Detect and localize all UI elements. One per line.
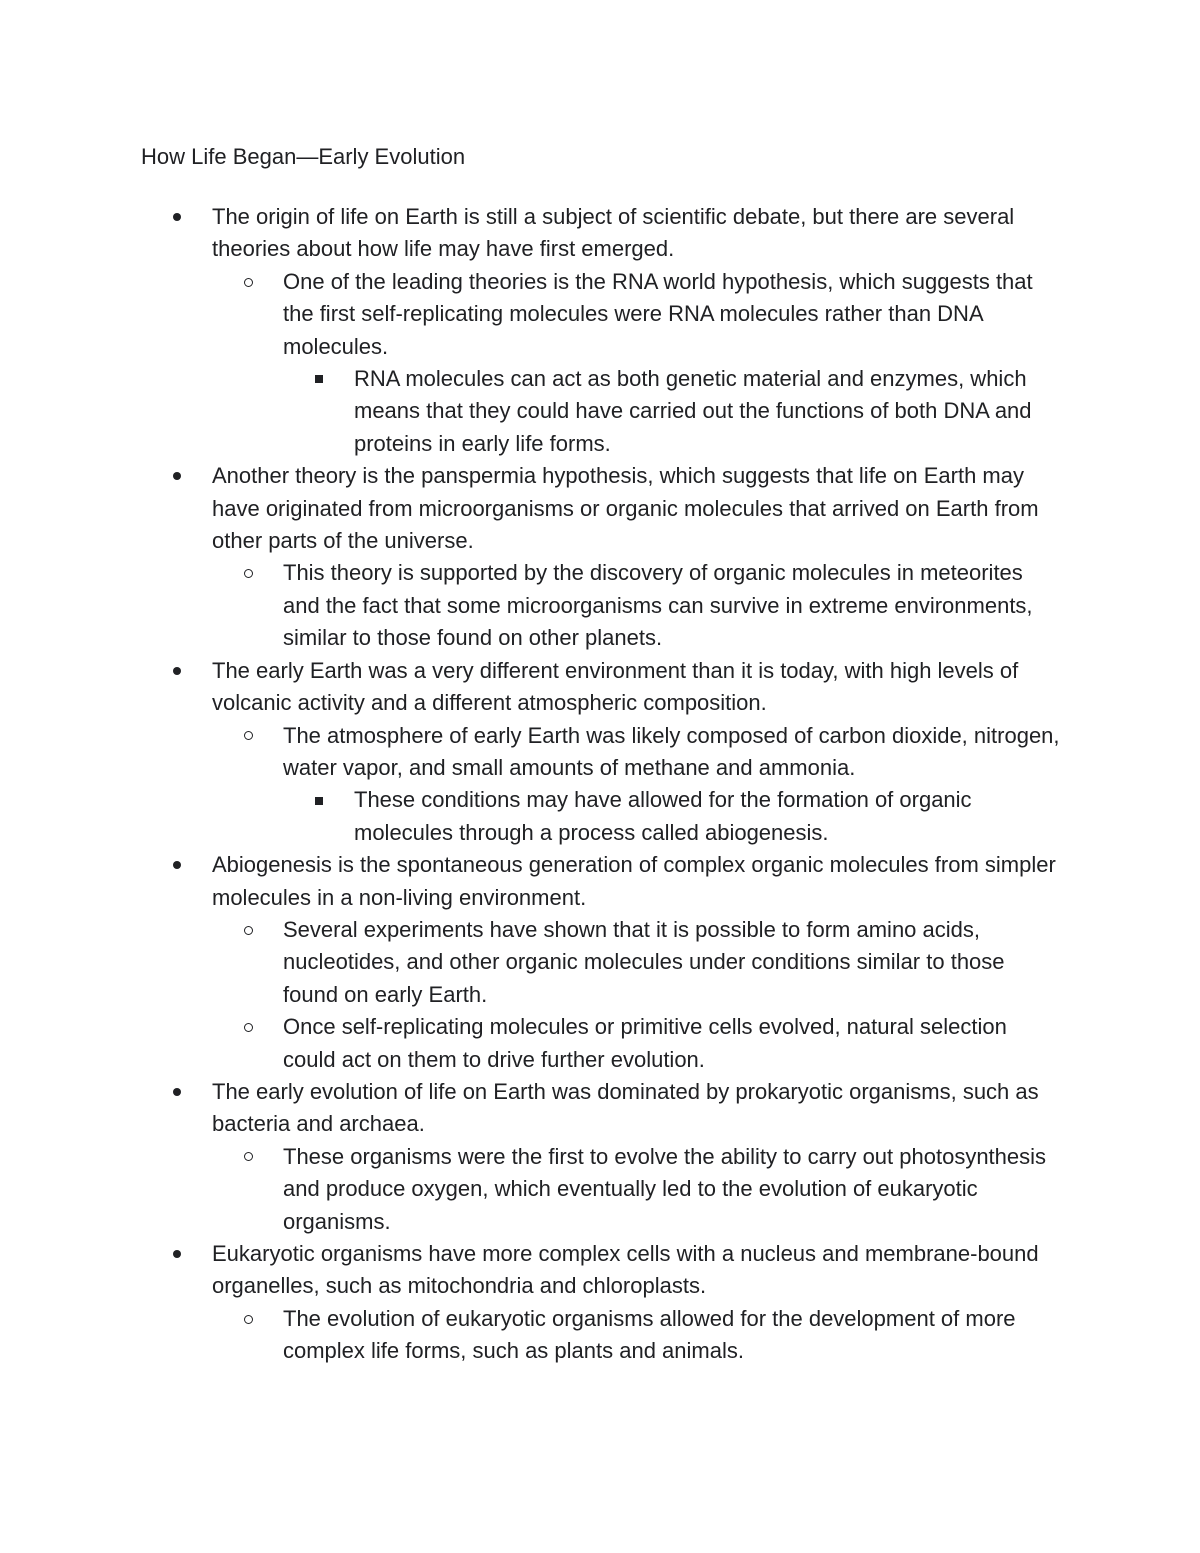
outline-item-level-1 bbox=[212, 460, 1062, 557]
outline-item-level-2 bbox=[283, 1303, 1063, 1368]
outline-item-level-2 bbox=[283, 720, 1063, 785]
outline-item-text: These conditions may have allowed for the formation of organic molecules through a process called abiogenesis. bbox=[354, 787, 972, 845]
outline-item-text: The early Earth was a very different environment than it is today, with high levels of volcanic activity and a different atmospheric composition. bbox=[212, 657, 1019, 716]
outline-item-level-2 bbox=[283, 914, 1063, 1011]
hollow-bullet-icon bbox=[238, 1303, 258, 1335]
outline-item-level-1 bbox=[212, 1076, 1062, 1141]
hollow-bullet-icon bbox=[238, 720, 258, 752]
filled-bullet-icon bbox=[167, 201, 187, 233]
outline-item-level-2 bbox=[283, 1141, 1063, 1238]
outline-item-text: These organisms were the first to evolve the ability to carry out photosynthesis and produce oxygen, which eventually led to the evolution of eukaryotic organisms. bbox=[283, 1143, 1047, 1234]
outline-item-text: The early evolution of life on Earth was dominated by prokaryotic organisms, such as bacteria and archaea. bbox=[212, 1078, 1039, 1137]
square-bullet-icon bbox=[309, 784, 329, 816]
outline-item-text: Another theory is the panspermia hypothesis, which suggests that life on Earth may have originated from microorganisms or organic molecules that arrived on Earth from other parts of the universe. bbox=[212, 463, 1039, 554]
filled-bullet-icon bbox=[167, 655, 187, 687]
outline-item-level-2 bbox=[283, 557, 1063, 654]
outline-item-text: Several experiments have shown that it is possible to form amino acids, nucleotides, and other organic molecules under conditions similar to those found on early Earth. bbox=[283, 916, 1005, 1007]
outline-item-level-1 bbox=[212, 849, 1062, 914]
outline-item-level-2 bbox=[283, 266, 1063, 363]
outline-item-level-1 bbox=[212, 1238, 1062, 1303]
outline-item-text: Once self-replicating molecules or primitive cells evolved, natural selection could act on them to drive further evolution. bbox=[283, 1014, 1007, 1072]
outline-item-text: Eukaryotic organisms have more complex cells with a nucleus and membrane-bound organelles, such as mitochondria and chloroplasts. bbox=[212, 1241, 1039, 1299]
filled-bullet-icon bbox=[167, 1076, 187, 1108]
hollow-bullet-icon bbox=[238, 1011, 258, 1043]
outline-item-text: The atmosphere of early Earth was likely composed of carbon dioxide, nitrogen, water vapor, and small amounts of methane and ammonia. bbox=[283, 722, 1060, 780]
filled-bullet-icon bbox=[167, 849, 187, 881]
outline-item-text: This theory is supported by the discovery of organic molecules in meteorites and the fact that some microorganisms can survive in extreme environments, similar to those found on other planets. bbox=[283, 560, 1033, 651]
document-title: How Life Began—Early Evolution bbox=[141, 144, 466, 169]
filled-bullet-icon bbox=[167, 1238, 187, 1270]
hollow-bullet-icon bbox=[238, 914, 258, 946]
outline-item-text: RNA molecules can act as both genetic material and enzymes, which means that they could have carried out the functions of both DNA and proteins in early life forms. bbox=[354, 366, 1032, 456]
bullet-outline bbox=[0, 201, 1200, 1368]
outline-item-text: Abiogenesis is the spontaneous generation of complex organic molecules from simpler molecules in a non-living environment. bbox=[212, 852, 1056, 910]
hollow-bullet-icon bbox=[238, 557, 258, 589]
outline-item-text: The origin of life on Earth is still a subject of scientific debate, but there are several theories about how life may have first emerged. bbox=[212, 204, 1015, 262]
outline-item-level-1 bbox=[212, 655, 1062, 720]
outline-item-level-2 bbox=[283, 1011, 1063, 1076]
outline-item-level-3 bbox=[354, 363, 1064, 460]
hollow-bullet-icon bbox=[238, 266, 258, 298]
hollow-bullet-icon bbox=[238, 1141, 258, 1173]
square-bullet-icon bbox=[309, 363, 329, 395]
filled-bullet-icon bbox=[167, 460, 187, 492]
outline-item-level-1 bbox=[212, 201, 1062, 266]
outline-item-text: One of the leading theories is the RNA world hypothesis, which suggests that the first self-replicating molecules were RNA molecules rather than DNA molecules. bbox=[283, 268, 1033, 359]
outline-item-text: The evolution of eukaryotic organisms allowed for the development of more complex life forms, such as plants and animals. bbox=[283, 1305, 1016, 1364]
outline-item-level-3 bbox=[354, 784, 1064, 849]
